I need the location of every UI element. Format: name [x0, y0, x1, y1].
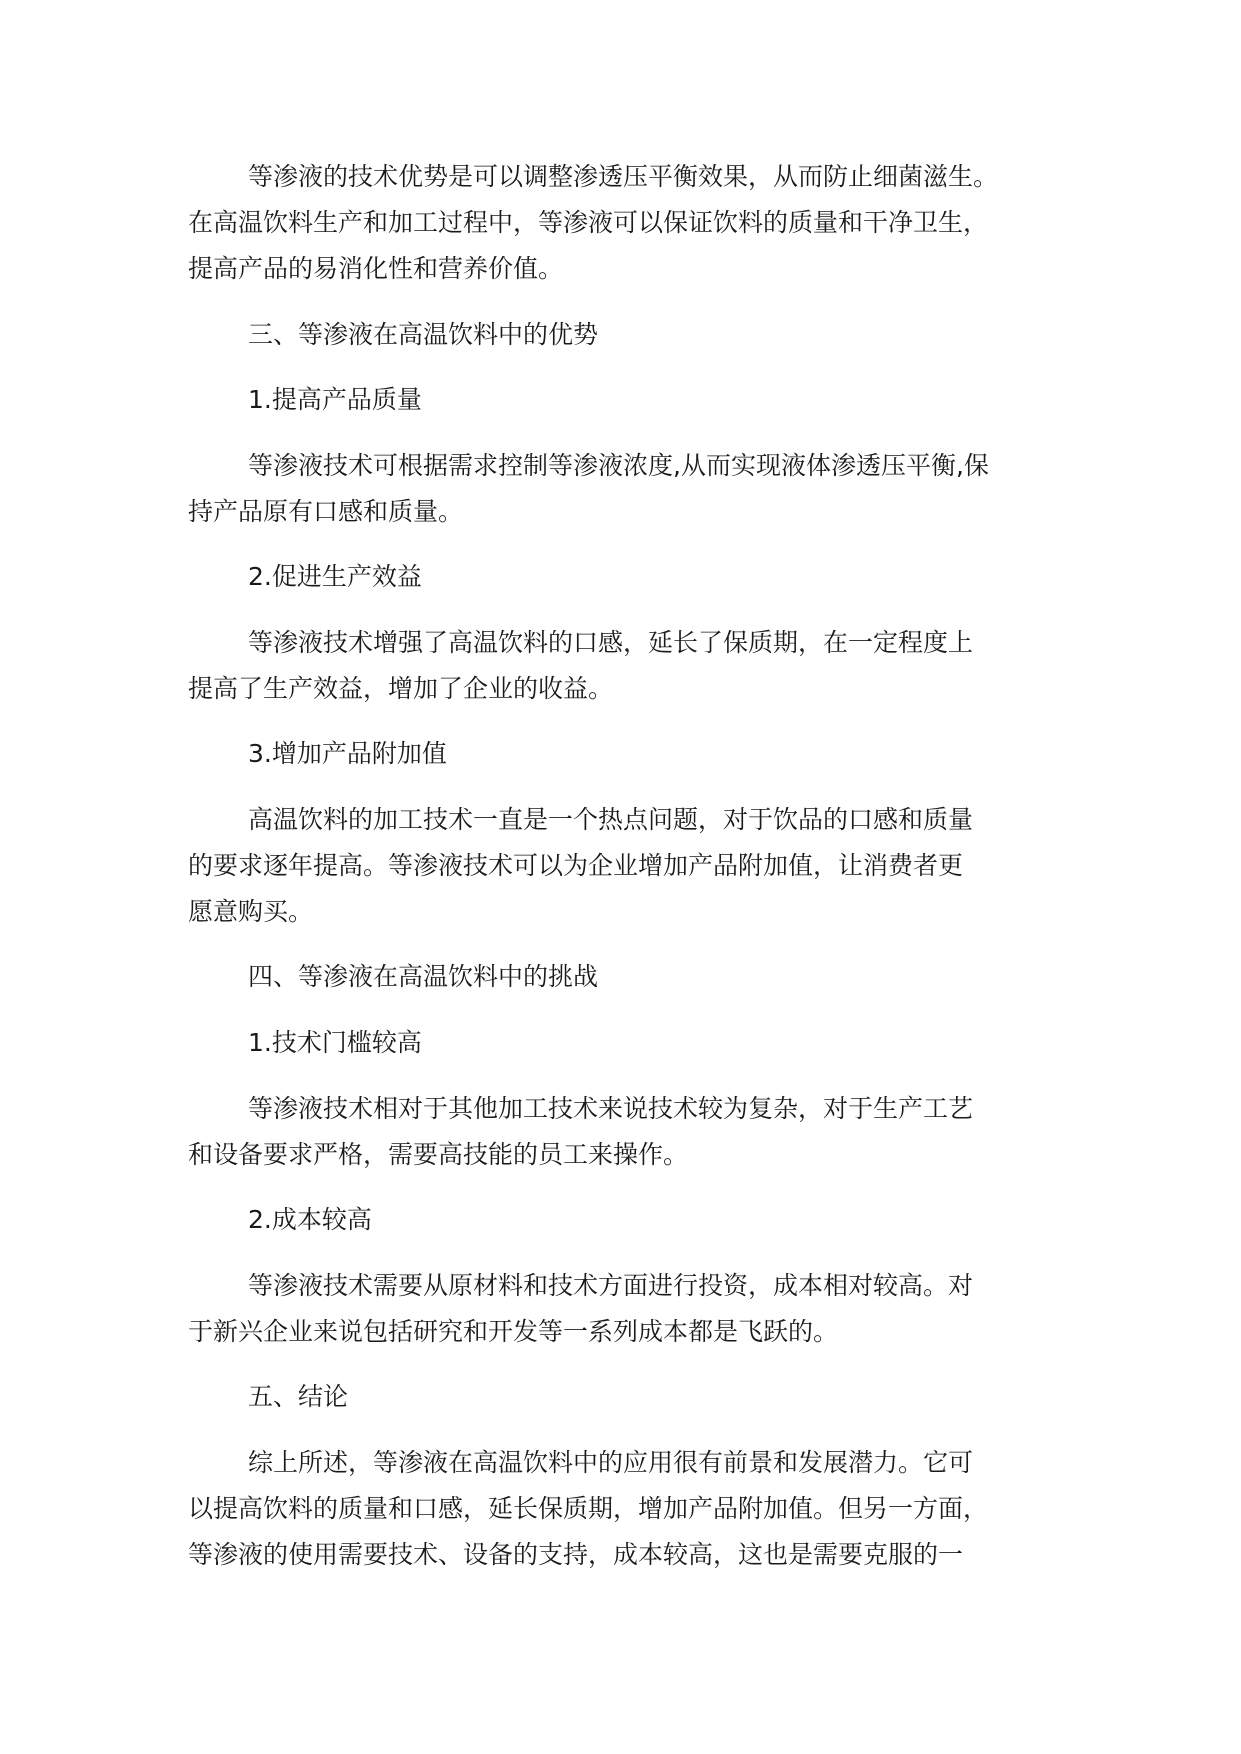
paragraph-line: 等渗液技术可根据需求控制等渗液浓度,从而实现液体渗透压平衡,保	[248, 451, 989, 480]
subsection-heading: 1.技术门槛较高	[248, 1028, 422, 1057]
paragraph-line: 提高了生产效益，增加了企业的收益。	[188, 674, 614, 703]
paragraph-line: 等渗液技术增强了高温饮料的口感，延长了保质期，在一定程度上	[248, 628, 974, 657]
paragraph-line: 以提高饮料的质量和口感，延长保质期，增加产品附加值。但另一方面，	[188, 1494, 989, 1523]
subsection-heading: 1.提高产品质量	[248, 385, 422, 414]
subsection-heading: 2.促进生产效益	[248, 562, 422, 591]
paragraph-line: 提高产品的易消化性和营养价值。	[188, 254, 564, 283]
paragraph-line: 高温饮料的加工技术一直是一个热点问题，对于饮品的口感和质量	[248, 805, 974, 834]
section-heading: 五、结论	[248, 1382, 349, 1411]
paragraph-line: 等渗液技术相对于其他加工技术来说技术较为复杂，对于生产工艺	[248, 1094, 974, 1123]
paragraph-line: 在高温饮料生产和加工过程中，等渗液可以保证饮料的质量和干净卫生，	[188, 208, 989, 237]
paragraph-line: 和设备要求严格，需要高技能的员工来操作。	[188, 1140, 689, 1169]
section-heading: 三、等渗液在高温饮料中的优势	[248, 320, 599, 349]
paragraph-line: 于新兴企业来说包括研究和开发等一系列成本都是飞跃的。	[188, 1317, 839, 1346]
paragraph-line: 等渗液技术需要从原材料和技术方面进行投资，成本相对较高。对	[248, 1271, 974, 1300]
paragraph-line: 等渗液的技术优势是可以调整渗透压平衡效果，从而防止细菌滋生。	[248, 162, 999, 191]
paragraph-line: 的要求逐年提高。等渗液技术可以为企业增加产品附加值，让消费者更	[188, 851, 964, 880]
paragraph-line: 综上所述，等渗液在高温饮料中的应用很有前景和发展潜力。它可	[248, 1448, 974, 1477]
paragraph-line: 等渗液的使用需要技术、设备的支持，成本较高，这也是需要克服的一	[188, 1540, 964, 1569]
section-heading: 四、等渗液在高温饮料中的挑战	[248, 962, 599, 991]
paragraph-line: 持产品原有口感和质量。	[188, 497, 464, 526]
subsection-heading: 3.增加产品附加值	[248, 739, 447, 768]
subsection-heading: 2.成本较高	[248, 1205, 372, 1234]
paragraph-line: 愿意购买。	[188, 897, 314, 926]
